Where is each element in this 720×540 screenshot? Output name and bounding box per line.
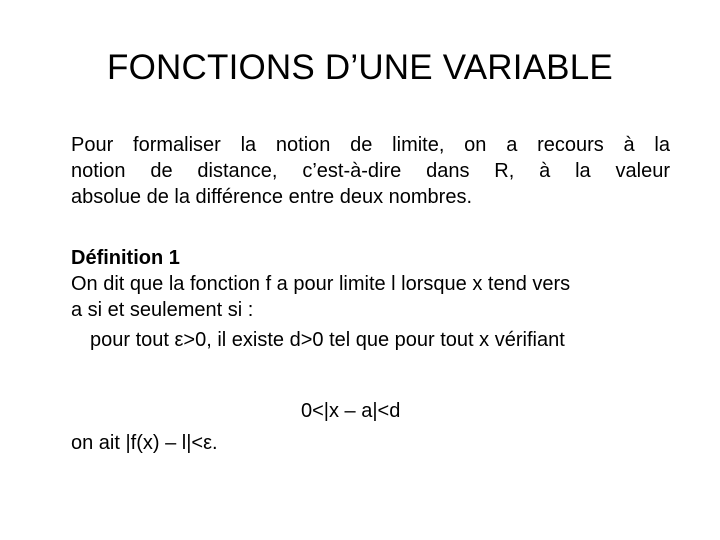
definition-conclusion: on ait |f(x) – l|<ε.: [71, 432, 218, 454]
definition-heading: Définition 1: [71, 247, 180, 269]
definition-line-1: On dit que la fonction f a pour limite l lorsque x tend vers: [71, 273, 571, 295]
intro-line-3: absolue de la différence entre deux nombres.: [71, 186, 473, 208]
intro-line-1: Pour formaliser la notion de limite, on a recours à la: [71, 134, 670, 156]
intro-line-2: notion de distance, c’est-à-dire dans R, à la valeur: [71, 160, 670, 182]
definition-quantifier: pour tout ε>0, il existe d>0 tel que pour tout x vérifiant: [90, 329, 565, 351]
definition-block: [71, 245, 670, 353]
definition-condition: 0<|x – a|<d: [301, 400, 401, 422]
definition-line-2: a si et seulement si :: [71, 299, 254, 321]
intro-paragraph: [71, 132, 670, 210]
slide-title: FONCTIONS D’UNE VARIABLE: [107, 48, 613, 87]
